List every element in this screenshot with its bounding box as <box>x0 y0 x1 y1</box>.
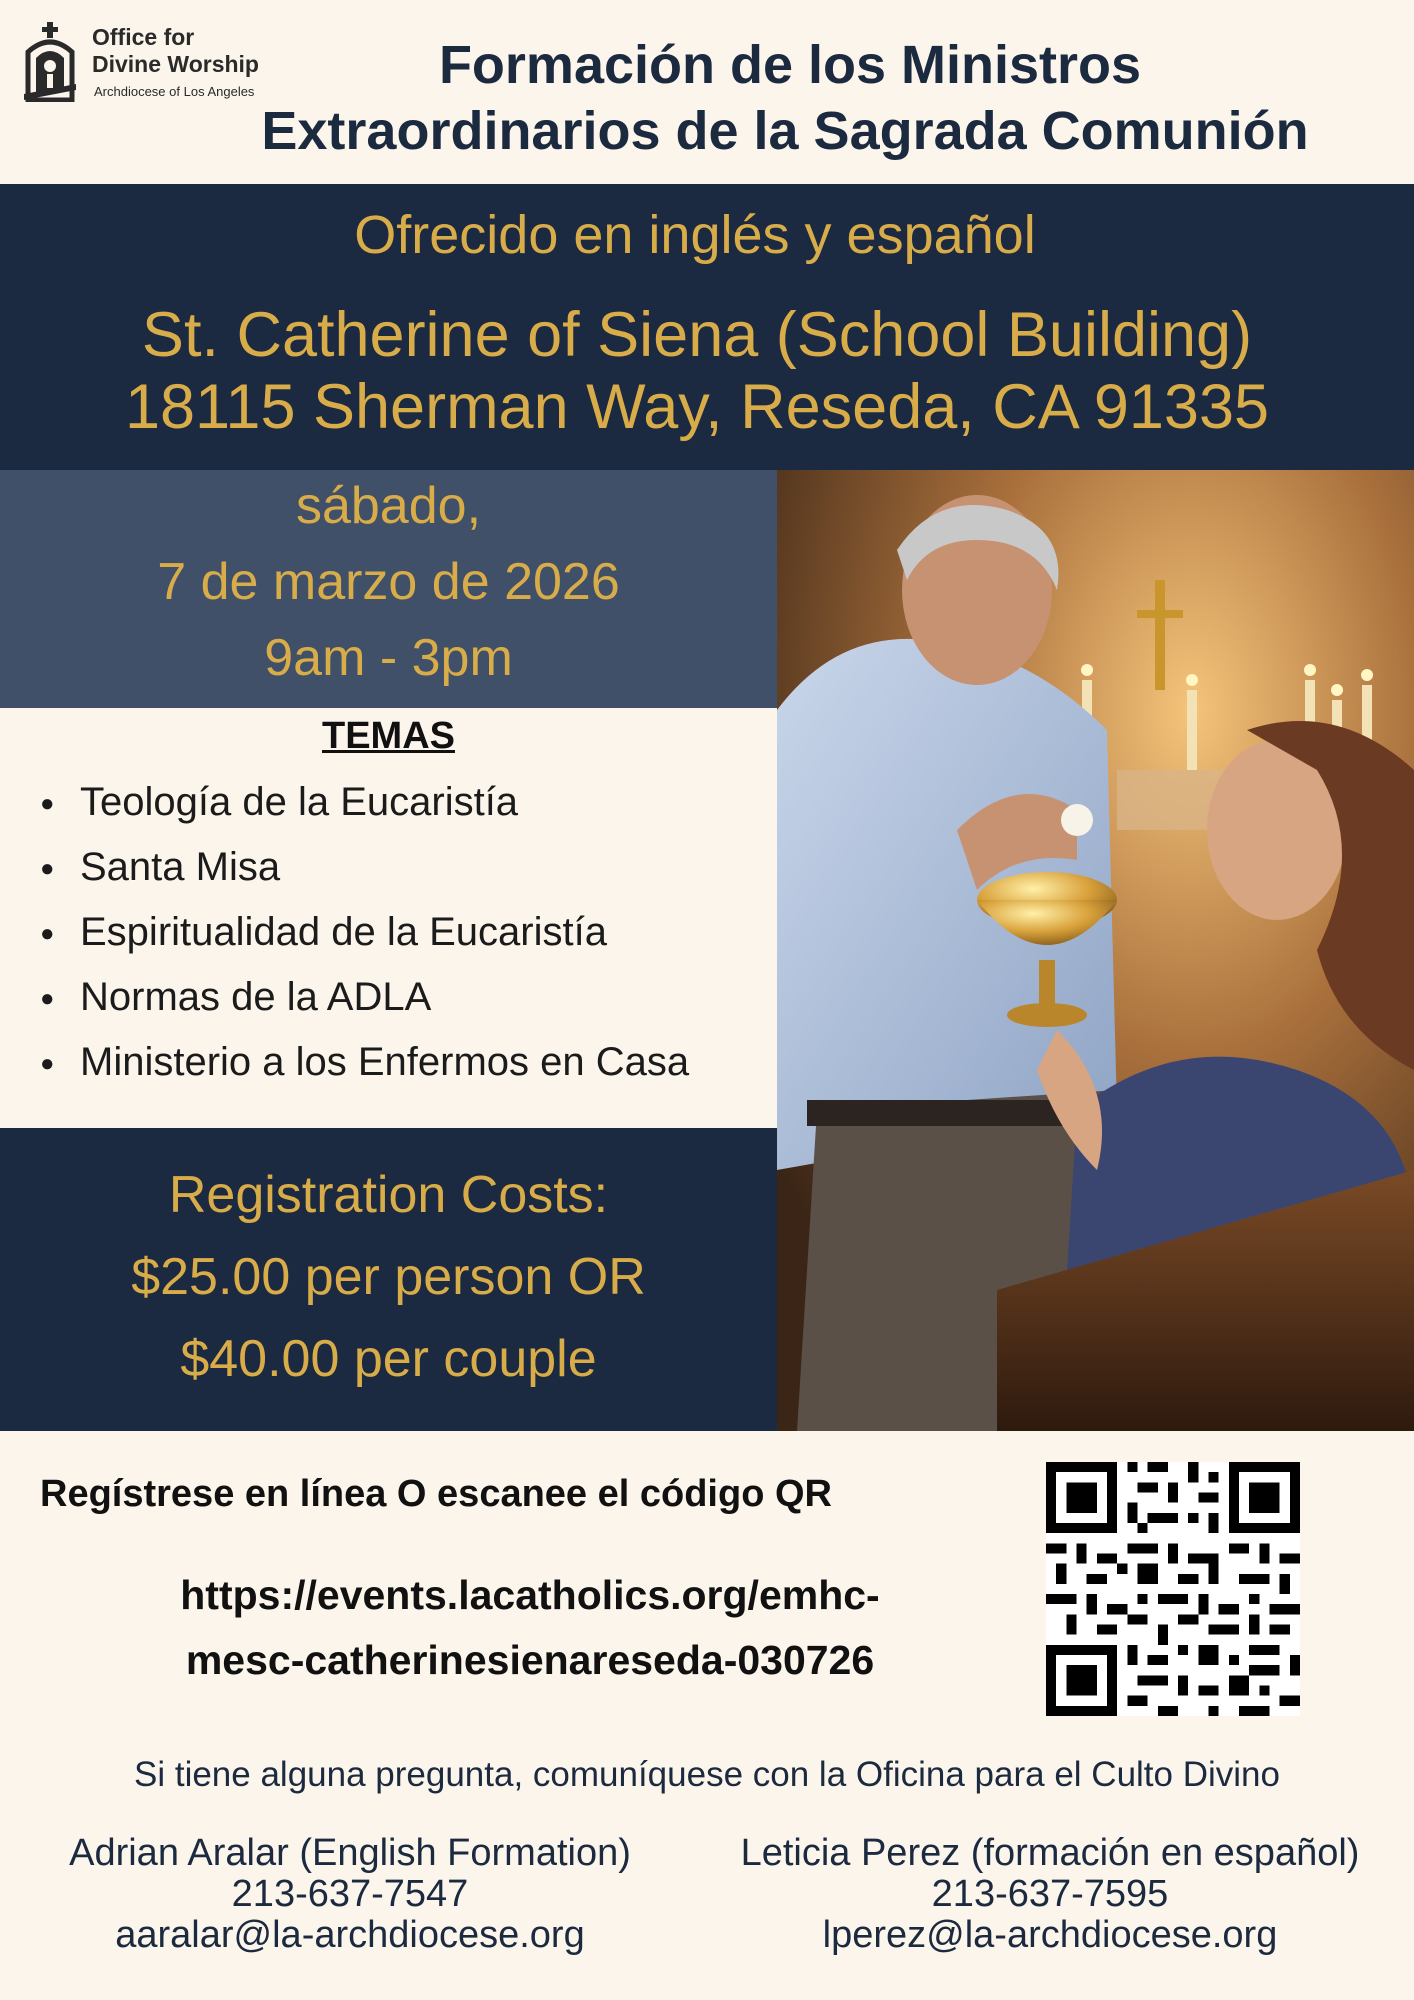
topic-item <box>40 1037 689 1089</box>
header <box>0 0 1414 184</box>
topic-item <box>40 907 607 959</box>
contact-name-spanish: Leticia Perez (formación en español) <box>740 1832 1360 1874</box>
page-title-line-2: Extraordinarios de la Sagrada Comunión <box>261 101 1309 161</box>
cost-per-couple: $40.00 per couple <box>180 1330 597 1388</box>
topic-label: Teología de la Eucaristía <box>80 780 519 824</box>
contact-email-spanish[interactable]: lperez@la-archdiocese.org <box>822 1914 1278 1956</box>
topic-item <box>40 842 280 894</box>
event-day: sábado, <box>295 477 482 535</box>
bullet-icon: ● <box>40 1050 55 1078</box>
topic-label: Normas de la ADLA <box>80 975 432 1019</box>
event-date: 7 de marzo de 2026 <box>157 553 620 611</box>
contact-phone-spanish[interactable]: 213-637-7595 <box>931 1873 1169 1915</box>
venue-name: St. Catherine of Siena (School Building) <box>141 300 1253 370</box>
registration-url-line-2[interactable]: mesc-catherinesienareseda-030726 <box>185 1637 875 1683</box>
bullet-icon: ● <box>40 855 55 883</box>
venue-address: 18115 Sherman Way, Reseda, CA 91335 <box>124 372 1270 442</box>
page-title-line-1: Formación de los Ministros <box>438 35 1142 95</box>
qr-code-icon[interactable] <box>1046 1462 1300 1716</box>
communion-photo <box>777 470 1414 1431</box>
bullet-icon: ● <box>40 790 55 818</box>
bullet-icon: ● <box>40 985 55 1013</box>
register-instructions: Regístrese en línea O escanee el código QR <box>40 1473 832 1515</box>
qr-code-graphic <box>1046 1462 1300 1716</box>
communion-illustration <box>777 470 1414 1431</box>
topic-item <box>40 972 431 1024</box>
bullet-icon: ● <box>40 920 55 948</box>
contact-email-english[interactable]: aaralar@la-archdiocese.org <box>115 1914 585 1956</box>
church-logo-icon <box>22 22 78 102</box>
logo-text-office-for: Office for <box>92 24 195 50</box>
contact-name-english: Adrian Aralar (English Formation) <box>69 1832 631 1874</box>
logo-text-archdiocese: Archdiocese of Los Angeles <box>94 84 255 99</box>
event-time: 9am - 3pm <box>264 629 513 687</box>
topic-label: Santa Misa <box>80 845 281 889</box>
contact-question: Si tiene alguna pregunta, comuníquese con la Oficina para el Culto Divino <box>134 1755 1280 1794</box>
topic-label: Ministerio a los Enfermos en Casa <box>80 1040 690 1084</box>
topics-heading: TEMAS <box>322 715 455 757</box>
registration-url-line-1[interactable]: https://events.lacatholics.org/emhc- <box>180 1572 880 1618</box>
contact-phone-english[interactable]: 213-637-7547 <box>231 1873 469 1915</box>
language-offer: Ofrecido en inglés y español <box>354 205 1036 265</box>
cost-per-person: $25.00 per person OR <box>131 1248 646 1306</box>
topic-label: Espiritualidad de la Eucaristía <box>80 910 607 954</box>
costs-heading: Registration Costs: <box>168 1166 609 1224</box>
topic-item <box>40 777 518 829</box>
logo-text-divine-worship: Divine Worship <box>92 51 259 77</box>
